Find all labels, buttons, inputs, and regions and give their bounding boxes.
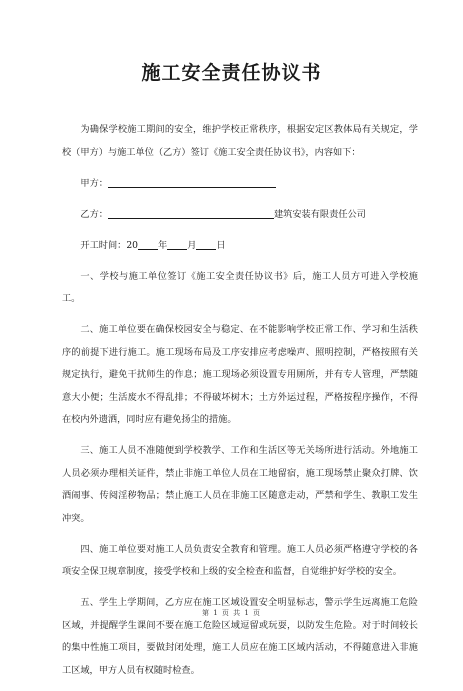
start-day-label: 日 (216, 239, 226, 251)
clause-4: 四、施工单位要对施工人员负责安全教育和管理。施工人员必须严格遵守学校的各项安全保卫规章制度，接受学校和上级的安全检查和监督，自觉维护好学校的安全。 (62, 543, 418, 577)
start-year-label: 年 (158, 239, 168, 251)
intro-paragraph: 为确保学校施工期间的安全，维护学校正常秩序，根据安定区教体局有关规定，学校（甲方）与施工单位（乙方）签订《施工安全责任协议书》，内容如下： (62, 124, 418, 158)
party-b-company-suffix: 建筑安装有限责任公司 (273, 208, 366, 220)
clause-5: 五、学生上学期间，乙方应在施工区域设置安全明显标志，警示学生远离施工危险区域，并提醒学生课间不要在施工危险区域逗留或玩耍，以防发生危险。对于时间较长的集中性施工项目，要做封闭处理，施工人员应在施工区域内活动，不得随意进入非施工区域，甲方人员有权随时检查。 (62, 597, 418, 676)
start-date-label: 开工时间：20 (80, 239, 139, 251)
party-b-label: 乙方： (80, 208, 108, 220)
party-b-blank (108, 206, 274, 219)
party-a-blank (108, 175, 276, 188)
party-a-label: 甲方： (80, 177, 108, 189)
party-b-line (62, 204, 418, 227)
party-a-line (62, 173, 418, 196)
start-day-blank (196, 237, 216, 250)
clause-1: 一、学校与施工单位签订《施工安全责任协议书》后，施工人员方可进入学校施工。 (62, 270, 418, 304)
clause-2: 二、施工单位要在确保校园安全与稳定、在不能影响学校正常工作、学习和生活秩序的前提下进行施工。施工现场布局及工序安排应考虑噪声、照明控制，严格按照有关规定执行，避免干扰师生的作息；施工现场必须设置专用厕所，并有专人管理，严禁随意大小便；生活废水不得乱排；不得破坏树木；土方外运过程，严格按程序操作，不得在校内外遗洒，同时应有避免扬尘的措施。 (62, 324, 418, 425)
page-footer: 第 1 页 共 1 页 (201, 609, 262, 617)
start-year-blank (138, 237, 158, 250)
start-date-line (62, 235, 418, 258)
document-title: 施工安全责任协议书 (141, 62, 322, 84)
start-month-blank (167, 237, 187, 250)
document-body (62, 119, 418, 691)
clause-3: 三、施工人员不准随便到学校教学、工作和生活区等无关场所进行活动。外地施工人员必须办理相关证件，禁止非施工单位人员在工地留宿，施工现场禁止聚众打牌、饮酒闹事、传阅淫秽物品；禁止施工人员在非施工区随意走动，严禁和学生、教职工发生冲突。 (62, 445, 418, 524)
start-month-label: 月 (187, 239, 197, 251)
